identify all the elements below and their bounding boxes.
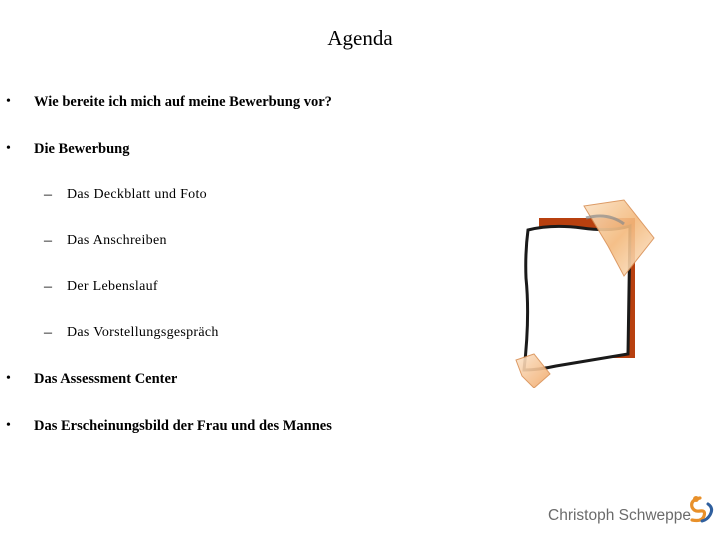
list-item-text: Der Lebenslauf [67,279,158,294]
list-item-text: Das Erscheinungsbild der Frau und des Mannes [34,417,332,434]
bullet-icon: • [6,418,11,433]
list-item-text: Das Assessment Center [34,370,178,387]
logo-text: Christoph Schweppe [548,507,692,524]
logo-mark-icon [686,494,716,524]
slide-title: Agenda [327,26,393,50]
list-item-text: Die Bewerbung [34,140,130,157]
list-item-text: Das Anschreiben [67,233,167,248]
bullet-icon: • [6,94,11,109]
list-item-text: Das Deckblatt und Foto [67,187,207,202]
document-page-icon [512,198,662,388]
dash-icon: – [44,232,52,249]
list-item-text: Das Vorstellungsgespräch [67,325,219,340]
dash-icon: – [44,278,52,295]
dash-icon: – [44,324,52,341]
bullet-icon: • [6,141,11,156]
bullet-icon: • [6,371,11,386]
dash-icon: – [44,186,52,203]
list-item-text: Wie bereite ich mich auf meine Bewerbung vor? [34,93,332,110]
